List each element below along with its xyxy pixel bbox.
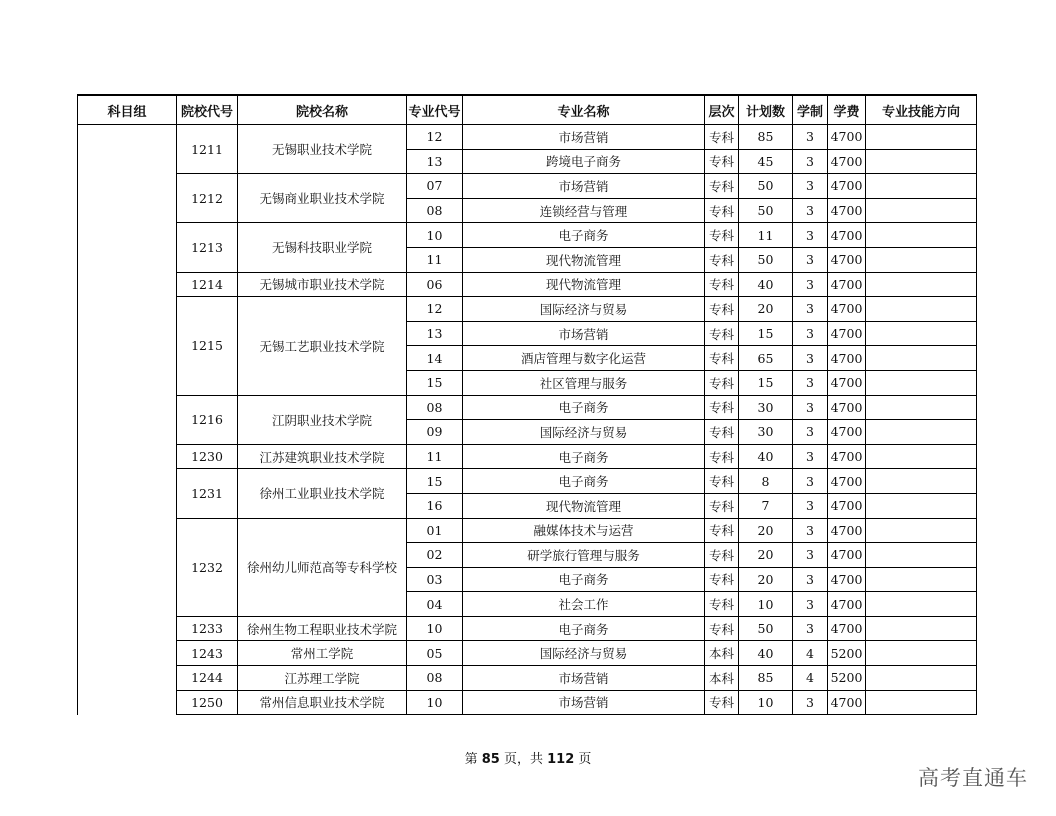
skill-direction-cell: [866, 592, 977, 617]
major-name-cell: 社会工作: [463, 592, 705, 617]
duration-cell: 3: [793, 174, 828, 199]
level-cell: 专科: [705, 420, 739, 445]
duration-cell: 3: [793, 469, 828, 494]
major-name-cell: 连锁经营与管理: [463, 198, 705, 223]
major-code-cell: 08: [407, 395, 463, 420]
skill-direction-cell: [866, 321, 977, 346]
duration-cell: 3: [793, 567, 828, 592]
level-cell: 专科: [705, 174, 739, 199]
school-code-cell: 1244: [177, 666, 238, 691]
major-code-cell: 16: [407, 493, 463, 518]
table-row: [78, 297, 977, 322]
table-row: [78, 469, 977, 494]
major-name-cell: 市场营销: [463, 690, 705, 715]
major-code-cell: 06: [407, 272, 463, 297]
duration-cell: 3: [793, 223, 828, 248]
header-major-name: 专业名称: [463, 95, 705, 125]
major-code-cell: 13: [407, 321, 463, 346]
school-name-cell: 无锡商业职业技术学院: [238, 174, 407, 223]
school-name-cell: 常州信息职业技术学院: [238, 690, 407, 715]
duration-cell: 3: [793, 370, 828, 395]
major-code-cell: 09: [407, 420, 463, 445]
school-name-cell: 无锡工艺职业技术学院: [238, 297, 407, 395]
tuition-cell: 4700: [828, 616, 866, 641]
tuition-cell: 4700: [828, 444, 866, 469]
school-code-cell: 1211: [177, 125, 238, 174]
major-code-cell: 01: [407, 518, 463, 543]
skill-direction-cell: [866, 641, 977, 666]
skill-direction-cell: [866, 666, 977, 691]
major-name-cell: 电子商务: [463, 567, 705, 592]
skill-direction-cell: [866, 149, 977, 174]
tuition-cell: 4700: [828, 297, 866, 322]
major-name-cell: 市场营销: [463, 666, 705, 691]
table-row: [78, 395, 977, 420]
plan-count-cell: 10: [739, 592, 793, 617]
tuition-cell: 4700: [828, 518, 866, 543]
watermark-text: 高考直通车: [918, 766, 1028, 790]
major-name-cell: 市场营销: [463, 174, 705, 199]
duration-cell: 3: [793, 493, 828, 518]
school-code-cell: 1213: [177, 223, 238, 272]
duration-cell: 3: [793, 247, 828, 272]
major-name-cell: 市场营销: [463, 321, 705, 346]
footer-middle: 页，共: [503, 752, 543, 767]
table-row: [78, 518, 977, 543]
plan-count-cell: 15: [739, 321, 793, 346]
tuition-cell: 4700: [828, 567, 866, 592]
plan-count-cell: 50: [739, 247, 793, 272]
major-code-cell: 02: [407, 543, 463, 568]
duration-cell: 3: [793, 543, 828, 568]
major-name-cell: 国际经济与贸易: [463, 297, 705, 322]
major-name-cell: 电子商务: [463, 223, 705, 248]
header-tuition: 学费: [828, 95, 866, 125]
plan-count-cell: 50: [739, 616, 793, 641]
table-row: [78, 223, 977, 248]
table-row: [78, 690, 977, 715]
duration-cell: 3: [793, 198, 828, 223]
major-code-cell: 10: [407, 223, 463, 248]
level-cell: 专科: [705, 297, 739, 322]
skill-direction-cell: [866, 223, 977, 248]
enrollment-plan-table: [77, 94, 977, 715]
footer-total-pages: 112: [547, 752, 575, 767]
major-name-cell: 跨境电子商务: [463, 149, 705, 174]
level-cell: 专科: [705, 395, 739, 420]
skill-direction-cell: [866, 567, 977, 592]
major-code-cell: 14: [407, 346, 463, 371]
school-name-cell: 无锡科技职业学院: [238, 223, 407, 272]
major-name-cell: 酒店管理与数字化运营: [463, 346, 705, 371]
level-cell: 专科: [705, 543, 739, 568]
school-name-cell: 徐州幼儿师范高等专科学校: [238, 518, 407, 616]
tuition-cell: 4700: [828, 493, 866, 518]
tuition-cell: 4700: [828, 272, 866, 297]
plan-count-cell: 65: [739, 346, 793, 371]
level-cell: 专科: [705, 346, 739, 371]
tuition-cell: 5200: [828, 666, 866, 691]
skill-direction-cell: [866, 543, 977, 568]
footer-page-number: 85: [481, 752, 500, 767]
level-cell: 专科: [705, 518, 739, 543]
tuition-cell: 4700: [828, 346, 866, 371]
table-header-row: [78, 95, 977, 125]
header-school-code: 院校代号: [177, 95, 238, 125]
major-code-cell: 12: [407, 125, 463, 150]
plan-count-cell: 85: [739, 666, 793, 691]
major-code-cell: 03: [407, 567, 463, 592]
header-major-code: 专业代号: [407, 95, 463, 125]
plan-count-cell: 7: [739, 493, 793, 518]
school-name-cell: 江阴职业技术学院: [238, 395, 407, 444]
tuition-cell: 4700: [828, 125, 866, 150]
duration-cell: 3: [793, 518, 828, 543]
major-code-cell: 12: [407, 297, 463, 322]
table-row: [78, 444, 977, 469]
level-cell: 专科: [705, 223, 739, 248]
duration-cell: 3: [793, 272, 828, 297]
school-code-cell: 1232: [177, 518, 238, 616]
major-code-cell: 11: [407, 247, 463, 272]
skill-direction-cell: [866, 198, 977, 223]
tuition-cell: 4700: [828, 543, 866, 568]
school-code-cell: 1231: [177, 469, 238, 518]
school-name-cell: 常州工学院: [238, 641, 407, 666]
tuition-cell: 4700: [828, 592, 866, 617]
major-code-cell: 11: [407, 444, 463, 469]
tuition-cell: 4700: [828, 149, 866, 174]
major-code-cell: 10: [407, 690, 463, 715]
level-cell: 专科: [705, 469, 739, 494]
level-cell: 专科: [705, 321, 739, 346]
plan-count-cell: 11: [739, 223, 793, 248]
duration-cell: 4: [793, 666, 828, 691]
skill-direction-cell: [866, 272, 977, 297]
skill-direction-cell: [866, 395, 977, 420]
tuition-cell: 4700: [828, 321, 866, 346]
level-cell: 专科: [705, 493, 739, 518]
skill-direction-cell: [866, 346, 977, 371]
table-row: [78, 272, 977, 297]
major-name-cell: 现代物流管理: [463, 493, 705, 518]
major-code-cell: 13: [407, 149, 463, 174]
major-code-cell: 15: [407, 370, 463, 395]
tuition-cell: 4700: [828, 370, 866, 395]
major-code-cell: 15: [407, 469, 463, 494]
level-cell: 专科: [705, 370, 739, 395]
plan-count-cell: 20: [739, 543, 793, 568]
plan-count-cell: 20: [739, 518, 793, 543]
level-cell: 专科: [705, 149, 739, 174]
table-body: [78, 125, 977, 715]
major-name-cell: 电子商务: [463, 444, 705, 469]
skill-direction-cell: [866, 444, 977, 469]
major-name-cell: 电子商务: [463, 395, 705, 420]
major-name-cell: 电子商务: [463, 616, 705, 641]
header-skill-direction: 专业技能方向: [866, 95, 977, 125]
level-cell: 专科: [705, 616, 739, 641]
page-footer: [0, 748, 1056, 767]
plan-count-cell: 30: [739, 395, 793, 420]
duration-cell: 3: [793, 690, 828, 715]
major-code-cell: 05: [407, 641, 463, 666]
school-name-cell: 无锡城市职业技术学院: [238, 272, 407, 297]
skill-direction-cell: [866, 518, 977, 543]
table-row: [78, 641, 977, 666]
school-code-cell: 1233: [177, 616, 238, 641]
skill-direction-cell: [866, 420, 977, 445]
skill-direction-cell: [866, 174, 977, 199]
major-name-cell: 市场营销: [463, 125, 705, 150]
major-name-cell: 电子商务: [463, 469, 705, 494]
tuition-cell: 4700: [828, 690, 866, 715]
tuition-cell: 4700: [828, 223, 866, 248]
level-cell: 本科: [705, 666, 739, 691]
plan-count-cell: 40: [739, 272, 793, 297]
duration-cell: 3: [793, 346, 828, 371]
major-code-cell: 10: [407, 616, 463, 641]
duration-cell: 3: [793, 149, 828, 174]
major-name-cell: 研学旅行管理与服务: [463, 543, 705, 568]
duration-cell: 3: [793, 444, 828, 469]
major-code-cell: 04: [407, 592, 463, 617]
school-code-cell: 1216: [177, 395, 238, 444]
plan-count-cell: 50: [739, 174, 793, 199]
plan-count-cell: 85: [739, 125, 793, 150]
subject-group-cell: [78, 125, 177, 715]
tuition-cell: 5200: [828, 641, 866, 666]
table-row: [78, 125, 977, 150]
school-name-cell: 江苏建筑职业技术学院: [238, 444, 407, 469]
school-code-cell: 1212: [177, 174, 238, 223]
major-name-cell: 现代物流管理: [463, 247, 705, 272]
duration-cell: 3: [793, 420, 828, 445]
school-code-cell: 1243: [177, 641, 238, 666]
skill-direction-cell: [866, 297, 977, 322]
level-cell: 专科: [705, 272, 739, 297]
school-name-cell: 无锡职业技术学院: [238, 125, 407, 174]
plan-count-cell: 20: [739, 297, 793, 322]
tuition-cell: 4700: [828, 395, 866, 420]
plan-count-cell: 40: [739, 444, 793, 469]
tuition-cell: 4700: [828, 247, 866, 272]
school-code-cell: 1250: [177, 690, 238, 715]
duration-cell: 4: [793, 641, 828, 666]
duration-cell: 3: [793, 321, 828, 346]
footer-prefix: 第: [464, 752, 478, 767]
level-cell: 专科: [705, 247, 739, 272]
plan-count-cell: 40: [739, 641, 793, 666]
skill-direction-cell: [866, 247, 977, 272]
level-cell: 专科: [705, 690, 739, 715]
major-name-cell: 国际经济与贸易: [463, 420, 705, 445]
plan-count-cell: 8: [739, 469, 793, 494]
school-code-cell: 1214: [177, 272, 238, 297]
table-row: [78, 666, 977, 691]
level-cell: 专科: [705, 592, 739, 617]
major-name-cell: 国际经济与贸易: [463, 641, 705, 666]
duration-cell: 3: [793, 395, 828, 420]
major-name-cell: 社区管理与服务: [463, 370, 705, 395]
header-level: 层次: [705, 95, 739, 125]
level-cell: 专科: [705, 567, 739, 592]
skill-direction-cell: [866, 125, 977, 150]
tuition-cell: 4700: [828, 198, 866, 223]
duration-cell: 3: [793, 616, 828, 641]
header-duration: 学制: [793, 95, 828, 125]
header-plan-count: 计划数: [739, 95, 793, 125]
duration-cell: 3: [793, 297, 828, 322]
plan-count-cell: 20: [739, 567, 793, 592]
major-name-cell: 现代物流管理: [463, 272, 705, 297]
plan-count-cell: 15: [739, 370, 793, 395]
tuition-cell: 4700: [828, 420, 866, 445]
header-school-name: 院校名称: [238, 95, 407, 125]
major-code-cell: 07: [407, 174, 463, 199]
level-cell: 专科: [705, 444, 739, 469]
school-code-cell: 1230: [177, 444, 238, 469]
plan-count-cell: 50: [739, 198, 793, 223]
duration-cell: 3: [793, 125, 828, 150]
duration-cell: 3: [793, 592, 828, 617]
school-code-cell: 1215: [177, 297, 238, 395]
skill-direction-cell: [866, 616, 977, 641]
skill-direction-cell: [866, 690, 977, 715]
plan-count-cell: 30: [739, 420, 793, 445]
major-code-cell: 08: [407, 198, 463, 223]
header-subject-group: 科目组: [78, 95, 177, 125]
tuition-cell: 4700: [828, 174, 866, 199]
skill-direction-cell: [866, 493, 977, 518]
skill-direction-cell: [866, 370, 977, 395]
school-name-cell: 徐州工业职业技术学院: [238, 469, 407, 518]
school-name-cell: 徐州生物工程职业技术学院: [238, 616, 407, 641]
major-name-cell: 融媒体技术与运营: [463, 518, 705, 543]
major-code-cell: 08: [407, 666, 463, 691]
level-cell: 专科: [705, 125, 739, 150]
level-cell: 专科: [705, 198, 739, 223]
school-name-cell: 江苏理工学院: [238, 666, 407, 691]
skill-direction-cell: [866, 469, 977, 494]
tuition-cell: 4700: [828, 469, 866, 494]
table-row: [78, 174, 977, 199]
footer-suffix: 页: [578, 752, 592, 767]
plan-count-cell: 10: [739, 690, 793, 715]
plan-count-cell: 45: [739, 149, 793, 174]
table-row: [78, 616, 977, 641]
level-cell: 本科: [705, 641, 739, 666]
